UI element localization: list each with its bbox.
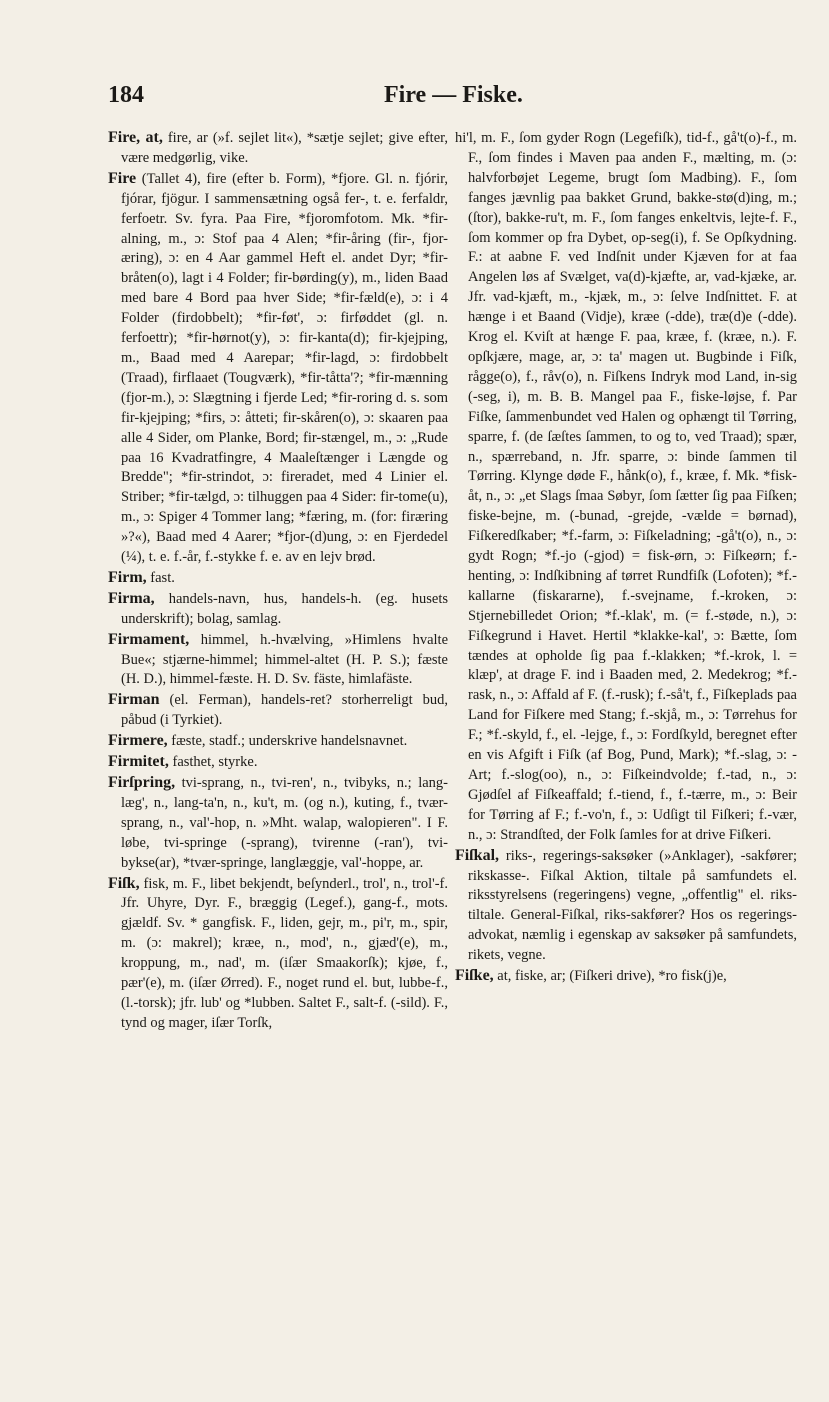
entry-text: fast. [150,569,175,586]
entry-text: handels-navn, hus, handels-h. (eg. husets underskrift); bolag, samlag. [121,590,449,627]
headword: Firman [108,691,160,709]
headword: Firmament, [108,630,190,648]
headword: Firma, [108,589,155,607]
dictionary-entry [455,846,797,966]
headword: Firmere, [108,732,168,750]
dictionary-entry [108,773,448,874]
dictionary-entry [108,731,448,752]
page-header [108,80,768,116]
headword: Fiſkal, [455,846,500,864]
dictionary-entry [108,690,448,731]
dictionary-entry [108,169,448,568]
dictionary-entry [108,874,448,1034]
entry-text: fire, ar (»f. sejlet lit«), *sætje sejlet; give efter, være medgørlig, vike. [121,130,449,166]
entry-text: fasthet, styrke. [172,754,258,771]
running-title: Fire — Fiske. [384,82,523,108]
headword: Fire, at, [108,129,163,146]
right-column [455,128,797,987]
entry-text: himmel, h.-hvælving, »Himlens hvalte Bue«; stjærne-himmel; himmel-altet (H. P. S.); fæste (H. D.), himmel-fæste. H. D. Sv. fäste, himlafäste. [121,631,449,688]
headword: Fiſke, [455,967,494,985]
dictionary-entry [108,752,448,773]
left-column [108,128,448,1034]
dictionary-entry [108,128,448,169]
headword: Firſpring, [108,774,176,791]
entry-text: riks-, regerings-saksøker (»Anklager), -sakfører; rikskasse-. Fiſkal Aktion, tiltale på samfundets el. riksstyrelsens (regeringens) vegne, „offentlig" el. riks-tiltale. General-Fiſkal, riks-sakfører? Hos os regerings-advokat, næmlig i egenskap av saksøker på samfundets, rikets, vegne. [468,847,797,964]
dictionary-entry [455,966,797,987]
page-number: 184 [108,82,144,108]
entry-text: hi'l, m. F., ſom gyder Rogn (Legefiſk), tid-f., gå't(o)-f., m. F., ſom findes i Maven paa anden F., mælting, m. (ɔ: halvforbøjet Legeme, brugt ſom Madbing). F., ſom fanges jævnlig paa bakket Grund, bakke-stø(d)ing, m.; (ſtor), bakke-ru't, m. F., ſom fanges enkeltvis, lejte-f. F., ſom kommer op fra Dybet, op-seg(i), f. Se Opſkydning. F.: at aabne F. ved Indſnit under Kjæven for at faa Angelen løs af Svælget, va(d)-kjæfte, ar, vad-kjæke, ar. Jfr. vad-kjæft, m., -kjæk, m., ɔ: ſelve Indſnittet. F. at hænge i et Baand (Vidje), kræe (-dde), træ(d)e (-dde). Krog el. Kviſt at hænge F. paa, kræe, f. (kræe, n.). F. opſkjære, mage, ar, ɔ: ta' magen ut. Bugbinde i Fiſk, rågge(o), f., råv(o), n. Fiſkens Indryk mod Land, in-sig (-seg, i), m. B. B. Mangel paa F., fiske-løjse, f. Par Fiſke, ſammenbundet ved Halen og ophængt til Tørring, sparre, f. (de ſæſtes ſammen, to og to, ved Traad); spær, n., spærreband, n. Jfr. sparre, ɔ: binde ſammen til Tørring. Klynge døde F., hånk(o), f., kræe, f. Mk. *fisk-åt, n., ɔ: „et Slags ſmaa Søbyr, ſom ſætter ſig paa Fiſken; fiske-bejne, m. (-bunad, -grejde, -vælde = børnad), Fiſkeredſkaber; *f.-farm, ɔ: Fiſkeladning; -gå't(o), n., ɔ: gydt Rogn; *f.-jo (-gjod) = fisk-ørn, ɔ: Fiſkeørn; f.-henting, ɔ: Indſkibning af tørret Rundfiſk (Lofoten); *f.-kallarne (fiskararne), f.-svejname, f.-kroken, ɔ: Stjernebilledet Orion; *f.-klak', m. (= f.-støde, n.), ɔ: Fiſkegrund i Havet. Hertil *klakke-kal', ɔ: Bætte, ſom tændes at opholde ſig paa f.-klakken; *f.-krok, l. = klæp', at drage F. ind i Baaden med, 2. Medekrog; *f.-rask, n., ɔ: Affald af F. (f.-rusk); f.-så't, f., Fiſkeplads paa Land for Fiſkere med Stang; f.-skjå, m., ɔ: Tørrehus for F.; *f.-skyld, f., el. -lejge, f., ɔ: Fordſkyld, beregnet efter en vis Afgift i Fiſk (af Bog, Pund, Mark); *f.-slag, ɔ: -Art; f.-slog(oo), n., ɔ: Fiſkeindvolde; f.-tad, n., ɔ: Gjødſel af Fiſkeaffald; f.-tiend, f., f.-tærre, m., ɔ: Beir for Tørring af F.; f.-vo'n, f., ɔ: Udſigt til Fiſkeri; f.-vær, n., ɔ: Strandſted, der Folk ſamles for at drive Fiſkeri. [455,130,797,843]
dictionary-entry [108,589,448,630]
dictionary-entry-continued [455,128,797,846]
entry-text: at, fiske, ar; (Fiſkeri drive), *ro fisk(j)e, [497,968,727,985]
entry-text: (el. Ferman), handels-ret? storherreligt bud, påbud (i Tyrkiet). [121,692,448,729]
entry-text: (Tallet 4), fire (efter b. Form), *fjore. Gl. n. fjórir, fjórar, fjögur. I sammensætning også fer-, t. e. ferfaldr, ferfoetr. Sv. fyra. Paa Fire, *fjoromfotom. Mk. *fir-alning, m., ɔ: Stof paa 4 Alen; *fir-åring (fir-, fjor-æring), ɔ: en 4 Aar gammel Heft el. andet Dyr; *fir-bråten(o), lagt i 4 Folder; fir-børding(y), m., liden Baad med bare 4 Bord paa hver Side; *fir-fæld(e), ɔ: i 4 Folder (firdobbelt); *fir-føt', ɔ: firføddet (gl. n. ferfoettr); *fir-hørnot(y), ɔ: fir-kanta(d); fir-kjejping, m., Baad med 4 Aarepar; *fir-lagd, ɔ: firdobbelt (Traad), firflaaet (Tougværk), *fir-tåtta'?; *fir-mænning (fjor-m.), ɔ: Slægtning i fjerde Led; *fir-roring d. s. som fir-kjejping; *firs, ɔ: åtteti; fir-skåren(o), ɔ: skaaren paa alle 4 Sider, om Planke, Bord; fir-stængel, m., ɔ: „Rude paa 16 Kvadratfingre, 4 Maaleſtænger i Længde og Bredde"; *fir-strindot, ɔ: fireradet, med 4 Linier el. Striber; *fir-tælgd, ɔ: tilhuggen paa 4 Sider: fir-tome(u), m., ɔ: Spiger 4 Tommer lang; *færing, m. (for: firæring »?«), Baad med 4 Aarer; *fjor-(d)ung, ɔ: en Fjerdedel (¼), t. e. f.-år, f.-stykke f. e. av en lejv brød. [121,170,448,566]
headword: Fire [108,169,137,187]
entry-text: tvi-sprang, n., tvi-ren', n., tvibyks, n.; lang-læg', n., lang-ta'n, n., ku't, m. (og n.), kuting, f., tvær-sprang, n., val'-hop, n. »Mht. walap, walopieren". I F. løbe, tvi-springe (-sprang), tvirenne (-ran'), tvi-bykse(ar), *tvær-springe, langlæggje, val'-hoppe, ar. [121,775,449,871]
headword: Firmitet, [108,753,169,771]
entry-text: fisk, m. F., libet bekjendt, beſynderl., trol', n., trol'-f. Jfr. Uhyre, Dyr. F., bræggig (Legef.), gang-f., mots. gjældf. Sv. * gangfisk. F., liden, gejr, m., pi'r, m., spir, m. (ɔ: makrel); kræe, n., mod', n., gjæd'(e), m., kroppung, m., nad', m. (iſær Smaakorſk); kjøe, f., pær'(e), m. (iſær Ørred). F., noget rund el. but, lubbe-f., (l.-torsk); jfr. lub' og *lubben. Saltet F., salt-f. (-sild). F., tynd og mager, iſær Torſk, [121,875,449,1031]
entry-text: fæste, stadf.; underskrive handelsnavnet. [171,733,408,750]
headword: Fiſk, [108,874,140,892]
dictionary-entry [108,568,448,589]
dictionary-entry [108,630,448,691]
headword: Firm, [108,568,147,586]
